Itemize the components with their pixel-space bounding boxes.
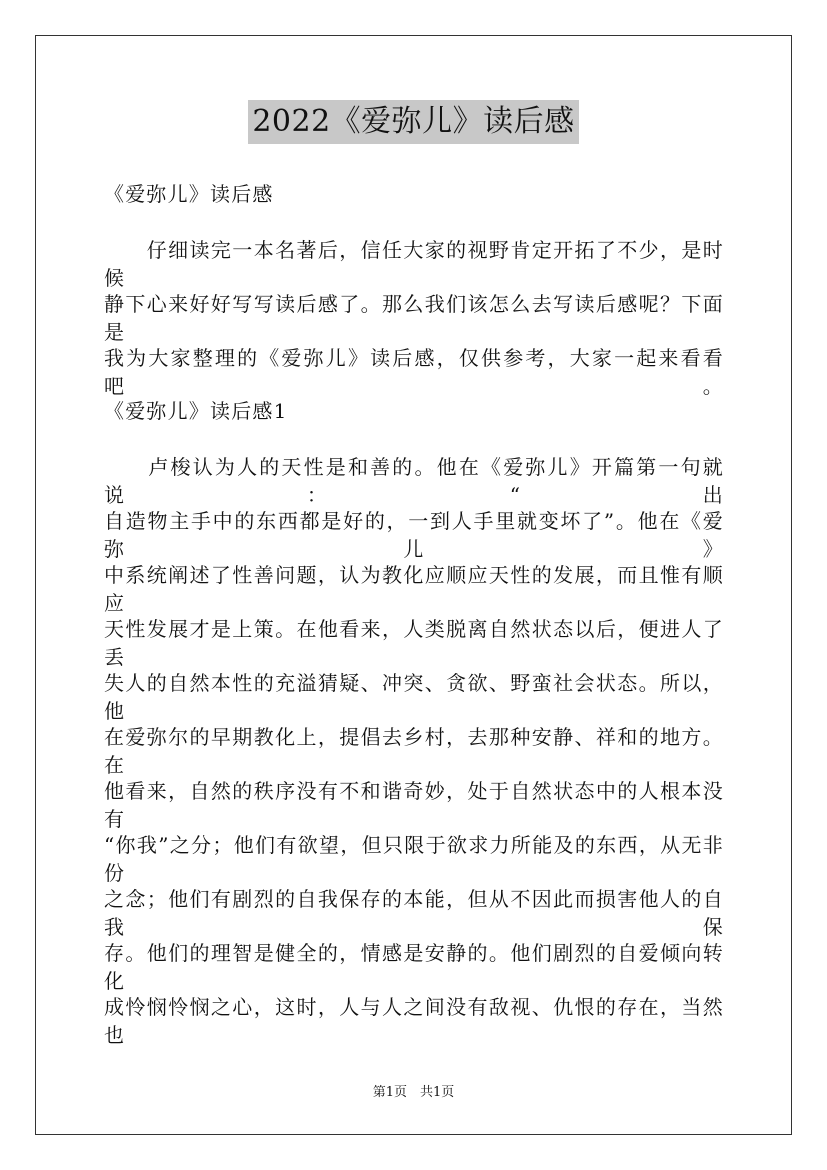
document-title-wrap bbox=[0, 100, 827, 144]
paragraph-line: 失人的自然本性的充溢猜疑、冲突、贪欲、野蛮社会状态。所以，他 bbox=[104, 671, 724, 723]
section-heading: 《爱弥儿》读后感1 bbox=[104, 399, 288, 423]
paragraph-line: 他看来，自然的秩序没有不和谐奇妙，处于自然状态中的人根本没有 bbox=[104, 779, 724, 831]
paragraph-line: 我为大家整理的《爱弥儿》读后感，仅供参考，大家一起来看看吧。 bbox=[104, 346, 724, 398]
paragraph-line: 存。他们的理智是健全的，情感是安静的。他们剧烈的自爱倾向转化 bbox=[104, 941, 724, 993]
paragraph-line: “你我”之分；他们有欲望，但只限于欲求力所能及的东西，从无非份 bbox=[104, 833, 724, 885]
paragraph-line: 仔细读完一本名著后，信任大家的视野肯定开拓了不少，是时候 bbox=[104, 238, 724, 290]
document-title: 2022《爱弥儿》读后感 bbox=[248, 100, 578, 144]
paragraph-line: 之念；他们有剧烈的自我保存的本能，但从不因此而损害他人的自我保 bbox=[104, 887, 724, 939]
paragraph-line: 在爱弥尔的早期教化上，提倡去乡村，去那种安静、祥和的地方。在 bbox=[104, 725, 724, 777]
page-footer: 第1页 共1页 bbox=[372, 1085, 455, 1100]
paragraph-line: 中系统阐述了性善问题，认为教化应顺应天性的发展，而且惟有顺应 bbox=[104, 563, 724, 615]
paragraph-line: 静下心来好好写写读后感了。那么我们该怎么去写读后感呢？下面是 bbox=[104, 292, 724, 344]
paragraph-line: 天性发展才是上策。在他看来，人类脱离自然状态以后，便进人了丢 bbox=[104, 617, 724, 669]
paragraph-line: 成怜悯怜悯之心，这时，人与人之间没有敌视、仇恨的存在，当然也 bbox=[104, 995, 724, 1047]
section-heading: 《爱弥儿》读后感 bbox=[104, 182, 274, 206]
paragraph-line: 卢梭认为人的天性是和善的。他在《爱弥儿》开篇第一句就说：“出 bbox=[104, 455, 724, 507]
paragraph-line: 自造物主手中的东西都是好的，一到人手里就变坏了”。他在《爱弥儿》 bbox=[104, 509, 724, 561]
